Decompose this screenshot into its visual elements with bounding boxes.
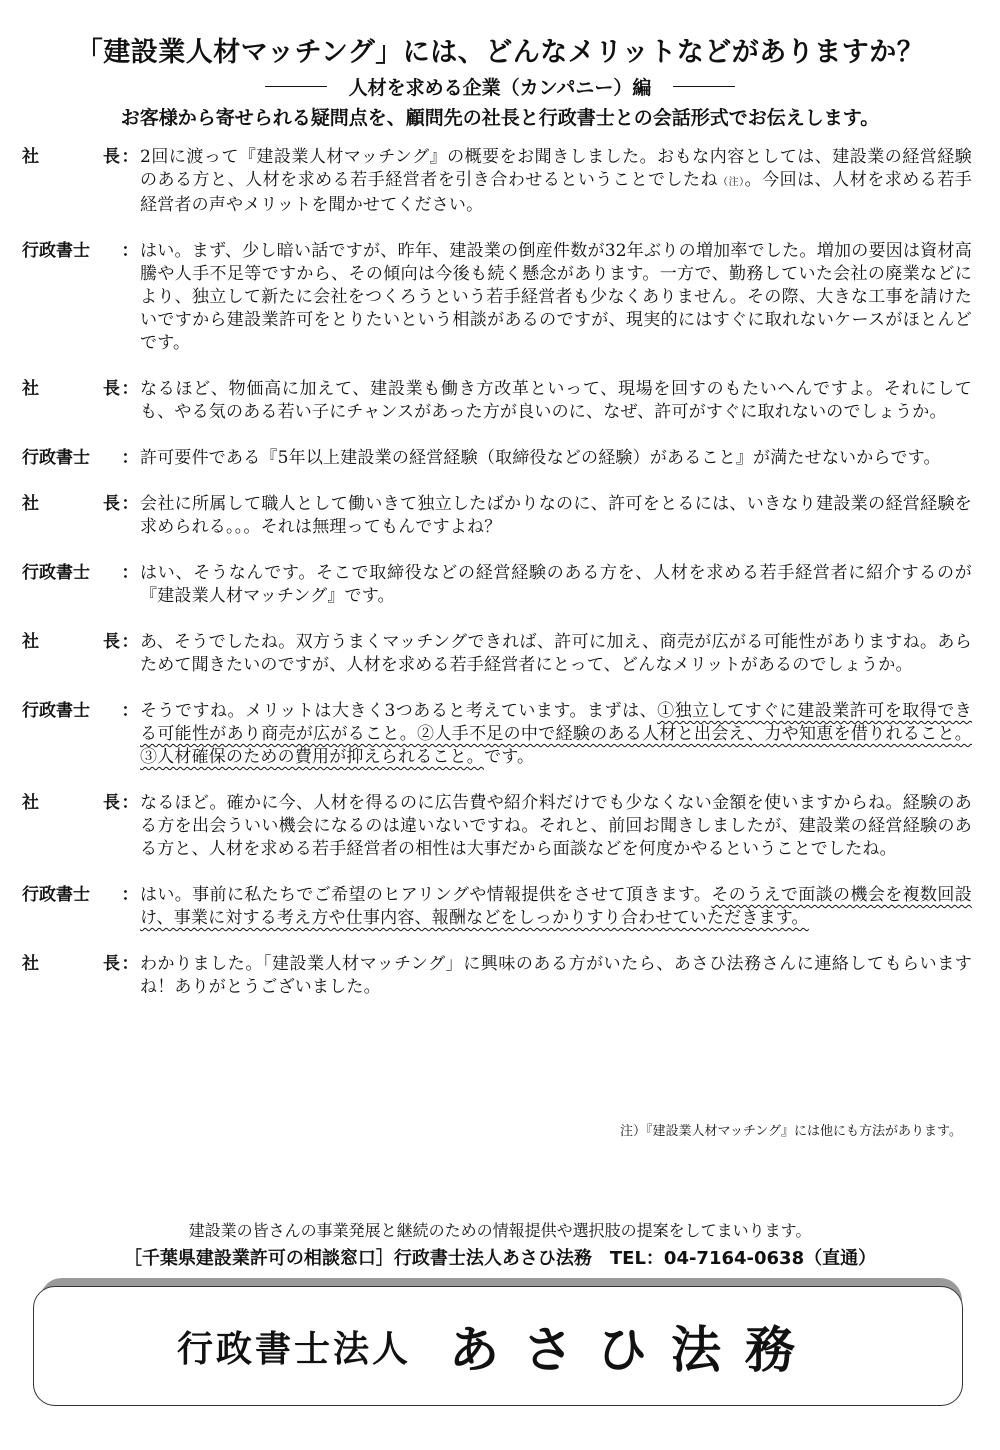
dialogue-entry <box>22 493 972 539</box>
colon: ： <box>121 563 139 583</box>
note-mark: （注） <box>718 177 745 188</box>
colon: ： <box>121 793 139 813</box>
subtitle-rule-left <box>265 86 327 87</box>
speaker-president: 社 長 <box>22 632 120 652</box>
corp-name: あさひ法務 <box>449 1320 819 1379</box>
colon: ： <box>121 241 139 261</box>
colon: ： <box>121 448 139 468</box>
colon: ： <box>121 379 139 399</box>
subtitle <box>0 73 1000 99</box>
speaker-scrivener: 行政書士 <box>22 701 90 721</box>
colon: ： <box>121 954 139 974</box>
colon: ： <box>121 701 139 721</box>
footnote: 注）『建設業人材マッチング』には他にも方法があります。 <box>619 1124 962 1139</box>
dialogue-text: はい。まず、少し暗い話ですが、昨年、建設業の倒産件数が32年ぶりの増加率でした。増加の要因は資材高騰や人手不足等ですから、その傾向は今後も続く懸念があります。一方で、勤務していた会社の廃業などにより、独立して新たに会社をつくろうという若手経営者も少なくありません。その際、大きな工事を請けたいですから建設業許可をとりたいという相談があるのですが、現実的にはすぐに取れないケースがほとんどです。 <box>140 241 972 353</box>
dialogue-text: 2回に渡って『建設業人材マッチング』の概要をお聞きしました。おもな内容としては、建設業の経営経験のある方と、人材を求める若手経営者を引き合わせるということでしたね（注）。今回は、人材を求める若手経営者の声やメリットを聞かせてください。 <box>140 147 972 215</box>
dialogue-entry <box>22 240 972 355</box>
dialogue-entry <box>22 700 972 769</box>
speaker-scrivener: 行政書士 <box>22 885 90 905</box>
dialogue-entry <box>22 562 972 608</box>
speaker-president: 社 長 <box>22 494 120 514</box>
dialogue-entry <box>22 146 972 217</box>
colon: ： <box>121 632 139 652</box>
subtitle-text: 人材を求める企業（カンパニー）編 <box>348 76 652 99</box>
colon: ： <box>121 494 139 514</box>
speaker-president: 社 長 <box>22 379 120 399</box>
dialogue-text: なるほど、物価高に加えて、建設業も働き方改革といって、現場を回すのもたいへんですよ。それにしても、やる気のある若い子にチャンスがあった方が良いのに、なぜ、許可がすぐに取れないのでしょうか。 <box>140 379 972 422</box>
dialogue-text: 会社に所属して職人として働いきて独立したばかりなのに、許可をとるには、いきなり建設業の経営経験を求められる。。。それは無理ってもんですよね？ <box>140 494 972 537</box>
colon: ： <box>121 147 139 167</box>
speaker-scrivener: 行政書士 <box>22 241 90 261</box>
dialogue <box>22 146 972 999</box>
dialogue-entry <box>22 631 972 677</box>
dialogue-text: なるほど。確かに今、人材を得るのに広告費や紹介料だけでも少なくない金額を使いますからね。経験のある方を出会ういい機会になるのは違いないですね。それと、前回お聞きしましたが、建設業の経営経験のある方と、人材を求める若手経営者の相性は大事だから面談などを何度かやるということでしたね。 <box>140 793 972 859</box>
dialogue-entry <box>22 953 972 999</box>
subtitle-rule-right <box>673 86 735 87</box>
speaker-president: 社 長 <box>22 954 120 974</box>
corp-type: 行政書士法人 <box>176 1327 411 1370</box>
speaker-president: 社 長 <box>22 793 120 813</box>
page-title: 「建設業人材マッチング」には、どんなメリットなどがありますか？ <box>75 37 925 68</box>
contact-line: ［千葉県建設業許可の相談窓口］行政書士法人あさひ法務 TEL：04-7164-0638（直通） <box>123 1248 877 1269</box>
closing-text: 建設業の皆さんの事業発展と継続のための情報提供や選択肢の提案をしてまいります。 <box>188 1221 812 1240</box>
intro-text: お客様から寄せられる疑問点を、顧問先の社長と行政書士との会話形式でお伝えします。 <box>120 107 880 129</box>
dialogue-text: はい。事前に私たちでご希望のヒアリングや情報提供をさせて頂きます。そのうえで面談の機会を複数回設け、事業に対する考え方や仕事内容、報酬などをしっかりすり合わせていただきます。 <box>140 885 972 928</box>
speaker-scrivener: 行政書士 <box>22 448 90 468</box>
dialogue-entry <box>22 378 972 424</box>
dialogue-text: はい、そうなんです。そこで取締役などの経営経験のある方を、人材を求める若手経営者に紹介するのが『建設業人材マッチング』です。 <box>140 563 972 606</box>
speaker-president: 社 長 <box>22 147 120 167</box>
dialogue-text: そうですね。メリットは大きく3つあると考えています。まずは、①独立してすぐに建設業許可を取得できる可能性があり商売が広がること。②人手不足の中で経験のある人材と出会え、力や知恵を借りれること。③人材確保のための費用が抑えられること。です。 <box>140 701 972 767</box>
dialogue-entry <box>22 447 972 470</box>
colon: ： <box>121 885 139 905</box>
dialogue-text: あ、そうでしたね。双方うまくマッチングできれば、許可に加え、商売が広がる可能性がありますね。あらためて聞きたいのですが、人材を求める若手経営者にとって、どんなメリットがあるのでしょうか。 <box>140 632 972 675</box>
dialogue-entry <box>22 792 972 861</box>
meeting-underlined: そのうえで面談の機会を複数回設け、事業に対する考え方や仕事内容、報酬などをしっかりすり合わせていただきます。 <box>140 885 972 928</box>
merits-underlined: ①独立してすぐに建設業許可を取得できる可能性があり商売が広がること。②人手不足の中で経験のある人材と出会え、力や知恵を借りれること。③人材確保のための費用が抑えられること。 <box>140 701 972 767</box>
dialogue-text: 許可要件である『5年以上建設業の経営経験（取締役などの経験）があること』が満たせないからです。 <box>140 448 941 468</box>
nameplate <box>33 1286 963 1406</box>
dialogue-text: わかりました。「建設業人材マッチング」に興味のある方がいたら、あさひ法務さんに連絡してもらいますね！ありがとうございました。 <box>140 954 972 997</box>
dialogue-entry <box>22 884 972 930</box>
speaker-scrivener: 行政書士 <box>22 563 90 583</box>
